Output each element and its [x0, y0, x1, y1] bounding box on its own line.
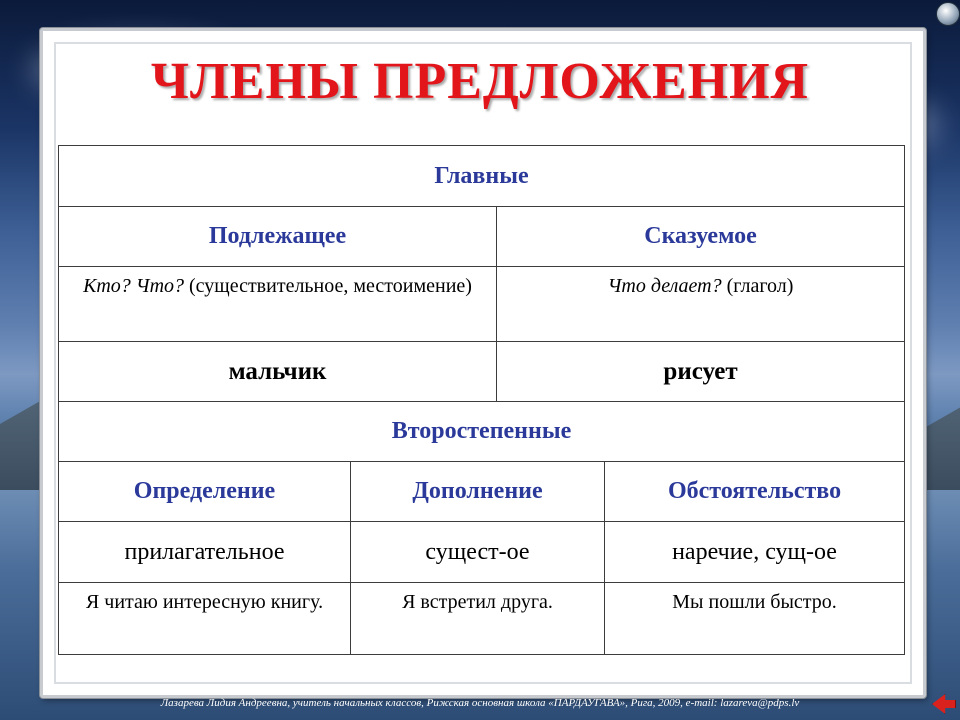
adverbial-example: Мы пошли быстро. [605, 583, 905, 655]
subject-parts-of-speech: (существительное, местоимение) [189, 275, 472, 297]
table-row [59, 207, 905, 267]
secondary-members-heading: Второстепенные [59, 402, 905, 462]
page-title: ЧЛЕНЫ ПРЕДЛОЖЕНИЯ [150, 53, 810, 110]
predicate-question: Что делает? [607, 275, 722, 297]
predicate-example: рисует [497, 342, 905, 402]
table-row [59, 522, 905, 583]
logo-badge-icon [936, 2, 960, 26]
table-row [59, 583, 905, 655]
subject-header: Подлежащее [59, 207, 497, 267]
footer-credits: Лазарева Лидия Андреевна, учитель начальных классов, Рижская основная школа «ПАРДАУГАВА», Рига, 2009, e-mail: lazareva@pdps.lv [160, 697, 800, 709]
main-members-heading: Главные [59, 146, 905, 207]
table-row [59, 402, 905, 462]
adverbial-parts-of-speech: наречие, сущ-ое [605, 522, 905, 583]
sentence-members-table [58, 145, 905, 655]
subject-example: мальчик [59, 342, 497, 402]
attribute-example: Я читаю интересную книгу. [59, 583, 351, 655]
table-row [59, 267, 905, 342]
table-row [59, 146, 905, 207]
subject-description [59, 267, 497, 342]
table-row [59, 462, 905, 522]
object-header: Дополнение [351, 462, 605, 522]
adverbial-header: Обстоятельство [605, 462, 905, 522]
attribute-header: Определение [59, 462, 351, 522]
attribute-parts-of-speech: прилагательное [59, 522, 351, 583]
table-row [59, 342, 905, 402]
object-example: Я встретил друга. [351, 583, 605, 655]
predicate-parts-of-speech: (глагол) [726, 275, 794, 297]
predicate-description [497, 267, 905, 342]
subject-question: Кто? Что? [83, 275, 185, 297]
predicate-header: Сказуемое [497, 207, 905, 267]
object-parts-of-speech: сущест-ое [351, 522, 605, 583]
